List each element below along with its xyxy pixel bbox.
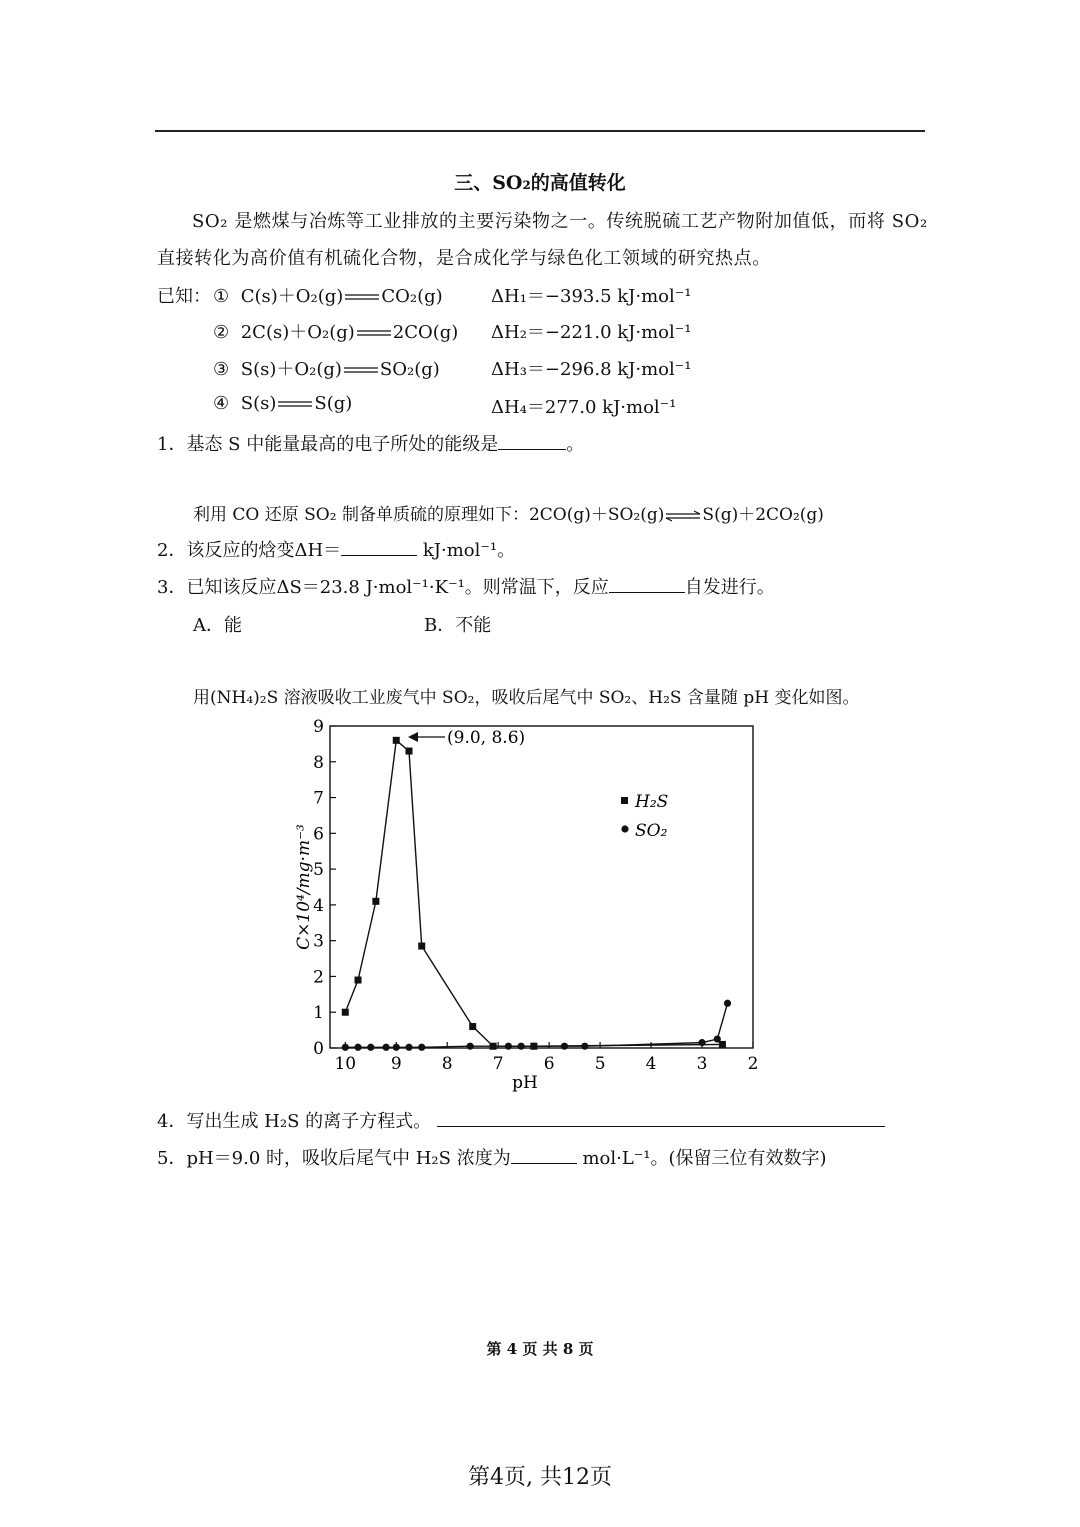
so2-point <box>518 1043 525 1050</box>
h2s-point <box>393 737 400 744</box>
h2s-point <box>355 977 362 984</box>
eq-number: ④ <box>213 393 230 414</box>
answer-blank[interactable] <box>498 431 566 450</box>
co-reaction-intro <box>193 500 824 525</box>
equation-1 <box>213 282 443 308</box>
equals-icon <box>355 322 393 343</box>
page-footer-2: 第4页, 共12页 <box>468 1465 612 1490</box>
delta-h-4: ΔH₄＝277.0 kJ·mol⁻¹ <box>491 397 677 418</box>
so2-point <box>382 1044 389 1051</box>
eq-right: CO₂(g) <box>381 286 443 307</box>
intro-line-1: SO₂ 是燃煤与冶炼等工业排放的主要污染物之一。传统脱硫工艺产物附加值低，而将 SO₂ <box>192 211 928 232</box>
y-tick-label: 0 <box>313 1039 324 1059</box>
so2-point <box>393 1044 400 1051</box>
y-tick-label: 6 <box>313 824 324 845</box>
eq-left: 2C(s)＋O₂(g) <box>240 322 355 343</box>
option-b[interactable]: B．不能 <box>424 615 492 636</box>
so2-point <box>698 1039 705 1046</box>
so2-point <box>405 1044 412 1051</box>
h2s-point <box>719 1041 726 1048</box>
h2s-point <box>342 1009 349 1016</box>
y-tick-label: 7 <box>313 788 324 809</box>
y-tick-label: 8 <box>313 752 324 773</box>
question-2-text: 2．该反应的焓变ΔH＝ <box>157 540 342 561</box>
series-line-h2s <box>345 740 722 1046</box>
plot-frame <box>330 726 753 1048</box>
nh4-intro: 用(NH₄)₂S 溶液吸收工业废气中 SO₂，吸收后尾气中 SO₂、H₂S 含量随 pH 变化如图。 <box>193 688 860 708</box>
x-tick-label: 10 <box>334 1054 357 1074</box>
chart-legend <box>621 792 668 841</box>
question-3-text: 3．已知该反应ΔS＝23.8 J·mol⁻¹·K⁻¹。则常温下，反应 <box>157 577 609 598</box>
so2-point <box>367 1044 374 1051</box>
answer-blank[interactable] <box>511 1145 577 1164</box>
eq-left: S(s)＋O₂(g) <box>240 359 342 380</box>
so2-point <box>714 1035 721 1042</box>
eq-right: S(g) <box>314 393 353 414</box>
so2-point <box>354 1044 361 1051</box>
delta-h-1: ΔH₁＝−393.5 kJ·mol⁻¹ <box>491 286 692 307</box>
h2s-point <box>405 748 412 755</box>
top-rule <box>155 130 925 132</box>
so2-point <box>561 1043 568 1050</box>
legend-circle-icon <box>621 825 628 832</box>
co-eq-right: S(g)＋2CO₂(g) <box>702 505 824 525</box>
question-4 <box>157 1107 885 1133</box>
y-tick-label: 2 <box>313 967 324 988</box>
eq-number: ① <box>213 286 230 307</box>
question-3 <box>157 573 775 599</box>
x-tick-label: 6 <box>543 1054 555 1074</box>
x-tick-label: 3 <box>696 1054 708 1074</box>
so2-point <box>724 1000 731 1007</box>
peak-annotation: (9.0, 8.6) <box>447 728 526 748</box>
series-line-so2 <box>345 1003 727 1047</box>
answer-blank[interactable] <box>609 574 685 593</box>
legend-so2: SO₂ <box>635 821 668 841</box>
x-tick-label: 4 <box>645 1054 657 1074</box>
x-tick-label: 9 <box>390 1054 402 1074</box>
h2s-point <box>490 1043 497 1050</box>
question-3-end: 自发进行。 <box>684 577 775 598</box>
answer-blank[interactable] <box>341 537 417 556</box>
eq-left: C(s)＋O₂(g) <box>240 286 344 307</box>
h2s-point <box>372 898 379 905</box>
so2-point <box>418 1044 425 1051</box>
question-5 <box>157 1144 827 1170</box>
eq-right: 2CO(g) <box>392 322 459 343</box>
h2s-point <box>469 1023 476 1030</box>
y-tick-label: 3 <box>313 931 324 952</box>
eq-left: S(s) <box>240 393 277 414</box>
question-1-end: 。 <box>566 434 585 455</box>
arrow-icon <box>408 732 445 742</box>
equation-4 <box>213 393 352 414</box>
so2-point <box>342 1044 349 1051</box>
equals-icon <box>342 359 380 380</box>
x-tick-label: 5 <box>594 1054 606 1074</box>
question-5-text: 5．pH＝9.0 时，吸收后尾气中 H₂S 浓度为 <box>157 1148 511 1169</box>
legend-h2s: H₂S <box>635 792 669 812</box>
delta-h-2: ΔH₂＝−221.0 kJ·mol⁻¹ <box>491 322 692 343</box>
equation-2 <box>213 318 458 344</box>
question-4-text: 4．写出生成 H₂S 的离子方程式。 <box>157 1111 432 1132</box>
so2-point <box>530 1043 537 1050</box>
so2-point <box>581 1043 588 1050</box>
so2-point <box>505 1043 512 1050</box>
answer-blank[interactable] <box>437 1108 885 1127</box>
eq-number: ② <box>213 322 230 343</box>
option-a[interactable]: A．能 <box>193 615 242 636</box>
y-tick-label: 4 <box>313 895 324 916</box>
equals-icon <box>276 393 314 414</box>
y-tick-label: 5 <box>313 860 324 881</box>
co-intro-text: 利用 CO 还原 SO₂ 制备单质硫的原理如下： <box>193 505 529 525</box>
question-5-end: mol·L⁻¹。(保留三位有效数字) <box>576 1148 827 1169</box>
equals-icon <box>343 286 381 307</box>
x-tick-label: 7 <box>492 1054 504 1074</box>
equilibrium-icon <box>664 505 702 525</box>
page-footer: 第 4 页 共 8 页 <box>486 1340 594 1358</box>
so2-point <box>467 1043 474 1050</box>
y-tick-label: 1 <box>313 1003 324 1024</box>
ph-chart <box>280 712 780 1097</box>
eq-right: SO₂(g) <box>379 359 440 380</box>
question-1-text: 1．基态 S 中能量最高的电子所处的能级是 <box>157 434 499 455</box>
question-1 <box>157 430 584 456</box>
section-title: 三、SO₂的高值转化 <box>454 172 626 194</box>
h2s-point <box>418 943 425 950</box>
known-label: 已知： <box>157 286 211 307</box>
intro-line-2: 直接转化为高价值有机硫化合物，是合成化学与绿色化工领域的研究热点。 <box>157 248 771 269</box>
delta-h-3: ΔH₃＝−296.8 kJ·mol⁻¹ <box>491 359 692 380</box>
equation-3 <box>213 355 440 381</box>
x-axis-label: pH <box>512 1073 538 1093</box>
y-axis-label: C×10⁴/mg·m⁻³ <box>294 824 314 950</box>
eq-number: ③ <box>213 359 230 380</box>
co-eq-left: 2CO(g)＋SO₂(g) <box>528 505 665 525</box>
y-tick-label: 9 <box>313 717 324 737</box>
x-tick-label: 2 <box>747 1054 759 1074</box>
question-2 <box>157 536 515 562</box>
x-tick-label: 8 <box>441 1054 453 1074</box>
legend-square-icon <box>621 797 628 804</box>
question-2-end: kJ·mol⁻¹。 <box>417 540 516 561</box>
